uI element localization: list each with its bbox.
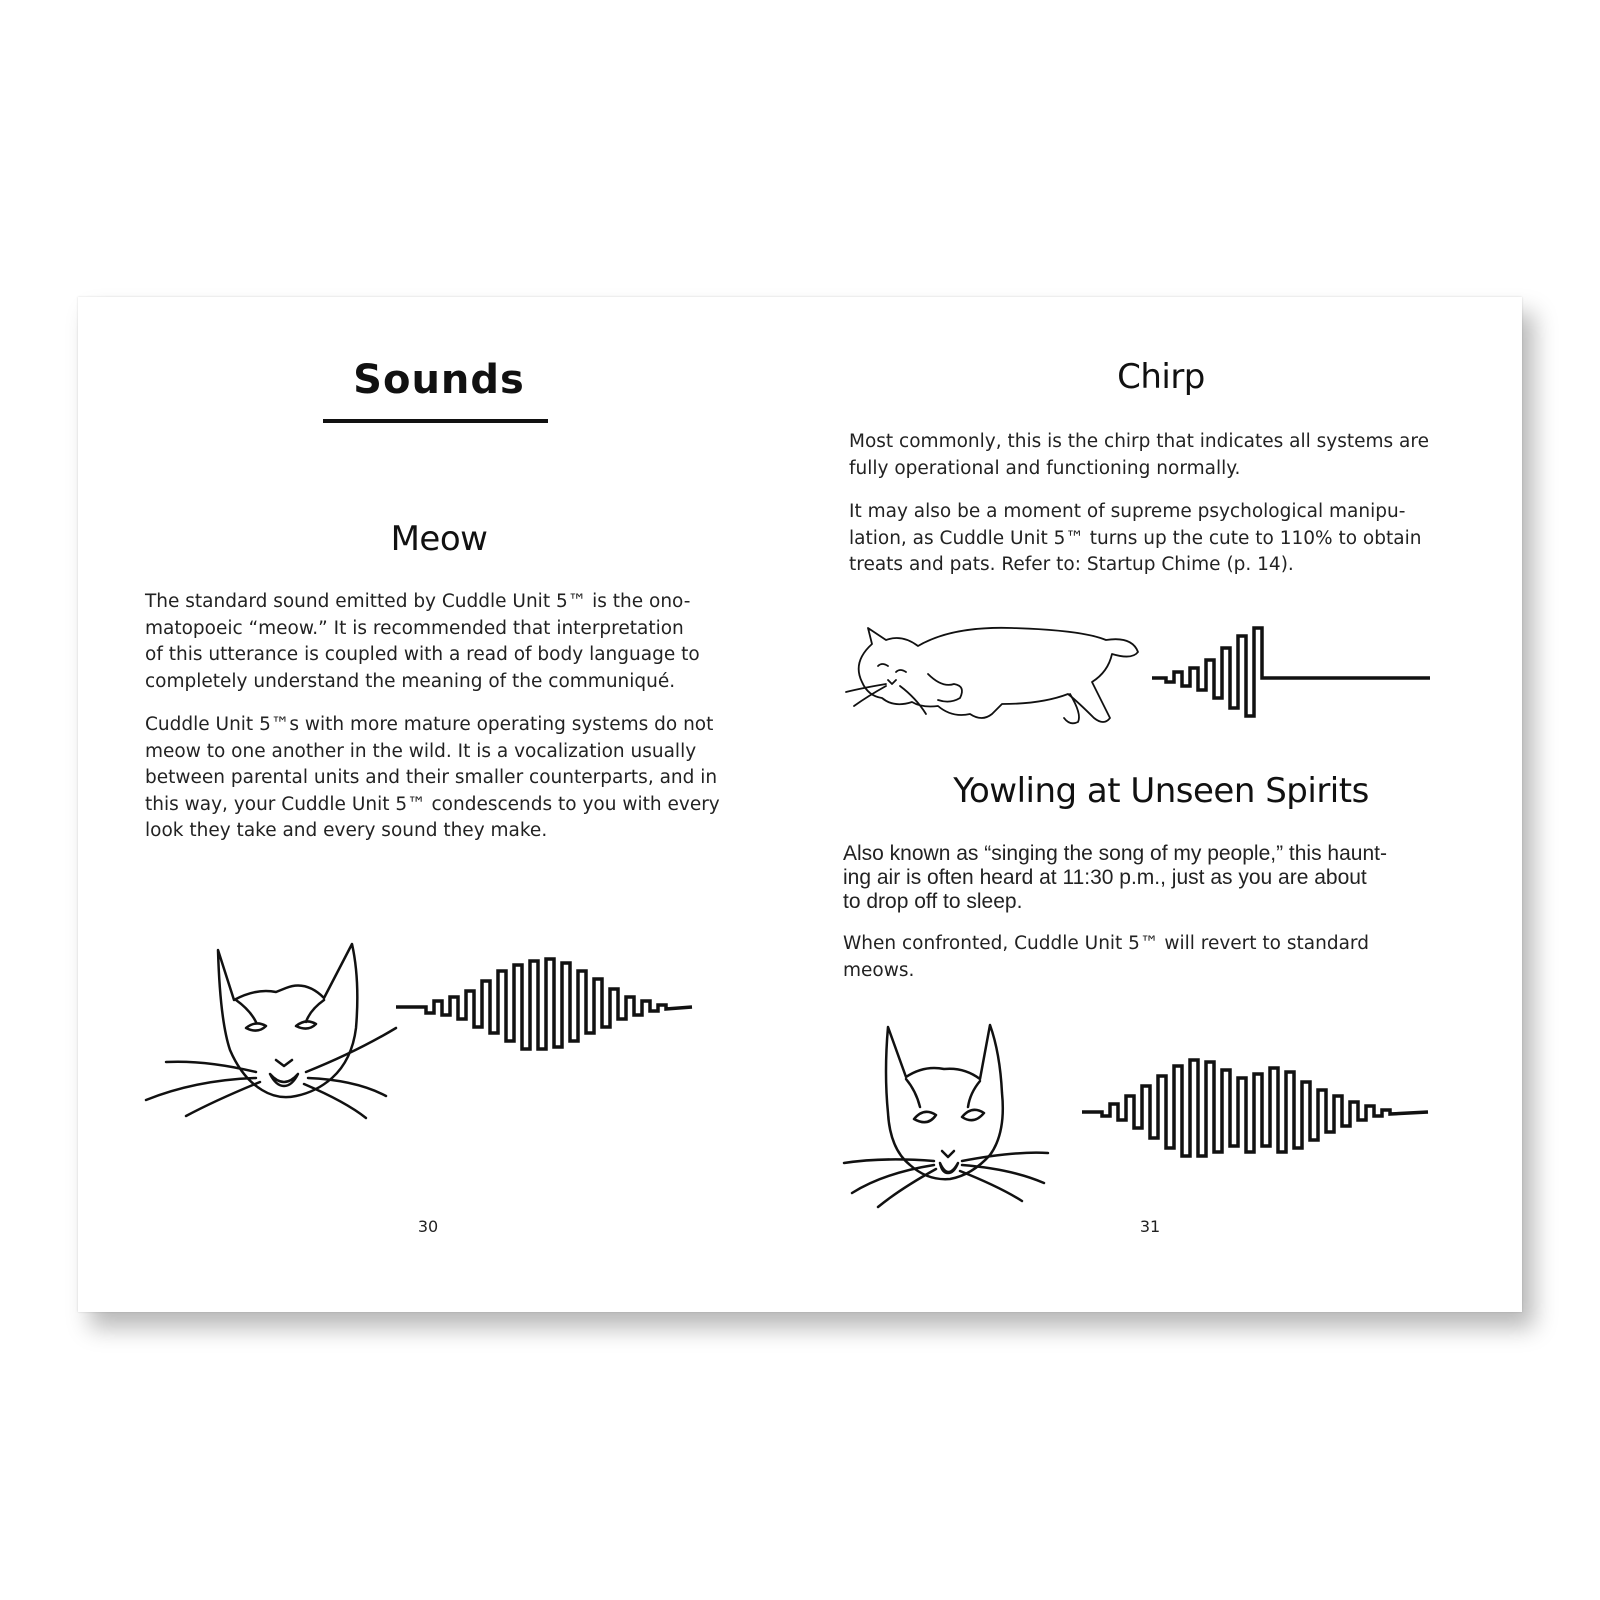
meow-paragraph-2: Cuddle Unit 5™s with more mature operating systems do not meow to one another in the wild. It is a vocalization usually between parental units and their smaller counterparts, and in this way, your Cuddle Unit 5™ condescends to you with every look they take and every sound they make. — [145, 714, 720, 841]
chirp-heading: Chirp — [1117, 357, 1205, 397]
meow-body — [145, 589, 745, 862]
cat-face-icon — [146, 940, 406, 1120]
yowl-waveform-icon — [1082, 1056, 1432, 1166]
yowling-heading: Yowling at Unseen Spirits — [953, 771, 1369, 811]
meow-waveform-icon — [396, 957, 696, 1057]
right-page — [800, 297, 1522, 1312]
chirp-paragraph-2: It may also be a moment of supreme psychological manipu- lation, as Cuddle Unit 5™ turns up the cute to 110% to obtain treats and pats. Refer to: Startup Chime (p. 14). — [849, 501, 1422, 575]
yowling-body — [843, 842, 1503, 1001]
meow-paragraph-1: The standard sound emitted by Cuddle Unit 5™ is the ono- matopoeic “meow.” It is recommended that interpretation of this utterance is coupled with a read of body language to completely understand the meaning of the communiqué. — [145, 591, 700, 692]
page-number-right: 31 — [1139, 1217, 1161, 1236]
chirp-paragraph-1: Most commonly, this is the chirp that indicates all systems are fully operational and functioning normally. — [849, 431, 1429, 479]
page-title: Sounds — [353, 357, 525, 403]
yowling-paragraph-2: When confronted, Cuddle Unit 5™ will revert to standard meows. — [843, 933, 1369, 981]
cat-face-icon — [844, 1023, 1054, 1213]
meow-heading: Meow — [390, 519, 488, 559]
chirp-body — [849, 429, 1489, 596]
lounging-cat-icon — [842, 622, 1142, 732]
page-number-left: 30 — [417, 1217, 439, 1236]
chirp-waveform-icon — [1152, 624, 1432, 724]
left-page — [78, 297, 800, 1312]
yowling-paragraph-1: Also known as “singing the song of my people,” this haunt- ing air is often heard at 11:30 p.m., just as you are about to drop off to sleep. — [843, 842, 1387, 913]
book-spread — [78, 297, 1522, 1312]
title-underline — [323, 419, 548, 423]
